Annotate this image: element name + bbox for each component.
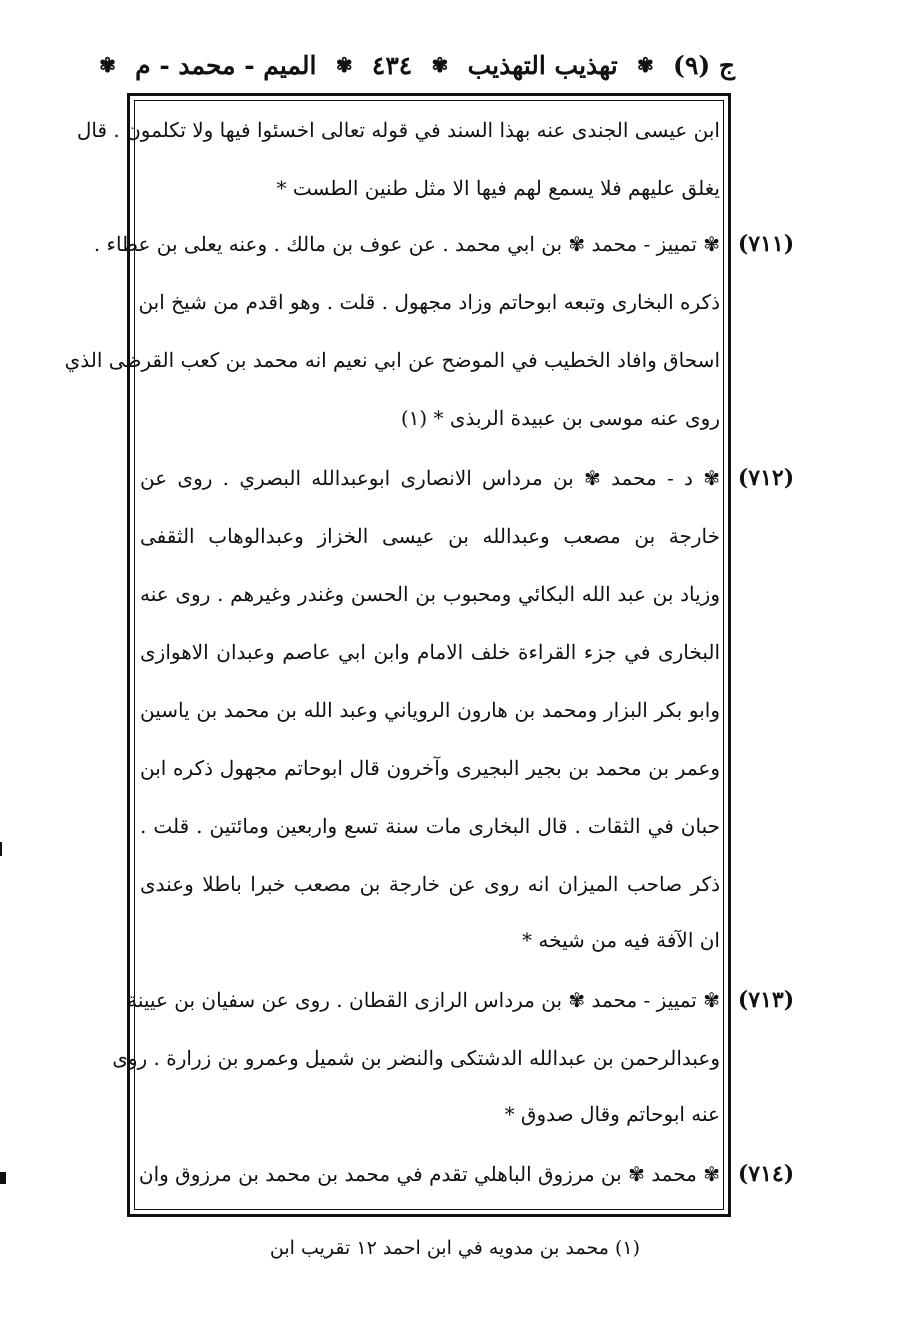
text-line: ذكر صاحب الميزان انه روى عن خارجة بن مصعب خبرا باطلا وعندى xyxy=(140,872,720,896)
text-line: روى عنه موسى بن عبيدة الربذى * (١) xyxy=(400,406,720,430)
ornament-icon: ✾ xyxy=(431,53,449,77)
text-line: البخارى في جزء القراءة خلف الامام وابن ابي عاصم وعبدان الاهوازى xyxy=(140,640,720,664)
text-line: وعبدالرحمن بن عبدالله الدشتكى والنضر بن شميل وعمرو بن زرارة . روى xyxy=(112,1046,720,1070)
text-line: ✾ تمييز - محمد ✾ بن ابي محمد . عن عوف بن مالك . وعنه يعلى بن عطاء . xyxy=(93,232,720,256)
text-line: وابو بكر البزار ومحمد بن هارون الروياني وعبد الله بن محمد بن ياسين xyxy=(140,698,720,722)
entry-number: (٧١٤) xyxy=(737,1161,795,1187)
header-volume: ج (٩) xyxy=(673,50,735,80)
footnote: (١) محمد بن مدويه في ابن احمد ١٢ تقريب ابن xyxy=(269,1237,640,1259)
scan-mark xyxy=(0,1172,6,1184)
text-line: ✾ محمد ✾ بن مرزوق الباهلي تقدم في محمد بن محمد بن مرزوق وان xyxy=(138,1162,720,1186)
entry-number: (٧١٣) xyxy=(737,987,795,1013)
text-line: اسحاق وافاد الخطيب في الموضح عن ابي نعيم انه محمد بن كعب القرظى الذي xyxy=(64,348,720,372)
ornament-icon: ✾ xyxy=(636,53,654,77)
text-line: حبان في الثقات . قال البخارى مات سنة تسع واربعين ومائتين . قلت . xyxy=(140,814,720,838)
text-line: عنه ابوحاتم وقال صدوق * xyxy=(504,1102,720,1126)
header-section: الميم - محمد - م xyxy=(135,50,317,80)
header-book-title: تهذيب التهذيب xyxy=(467,50,618,80)
text-line: ✾ تمييز - محمد ✾ بن مرداس الرازى القطان . روى عن سفيان بن عيينة xyxy=(127,988,720,1012)
text-line: ✾ د - محمد ✾ بن مرداس الانصارى ابوعبدالله البصري . روى عن xyxy=(140,466,720,490)
running-header xyxy=(95,40,735,90)
header-page-number: ٤٣٤ xyxy=(371,50,413,80)
ornament-icon: ✾ xyxy=(335,53,353,77)
text-line: ابن عيسى الجندى عنه بهذا السند في قوله تعالى اخسئوا فيها ولا تكلمون . قال xyxy=(76,118,720,142)
ornament-icon: ✾ xyxy=(99,53,116,77)
entry-number: (٧١١) xyxy=(737,231,795,257)
entry-number: (٧١٢) xyxy=(737,465,795,491)
text-line: ذكره البخارى وتبعه ابوحاتم وزاد مجهول . قلت . وهو اقدم من شيخ ابن xyxy=(138,290,720,314)
text-line: وزياد بن عبد الله البكائي ومحبوب بن الحسن وغندر وغيرهم . روى عنه xyxy=(140,582,720,606)
text-line: ان الآفة فيه من شيخه * xyxy=(522,928,720,952)
text-line: خارجة بن مصعب وعبدالله بن عيسى الخزاز وعبدالوهاب الثقفى xyxy=(140,524,720,548)
text-line: وعمر بن محمد بن بجير البجيرى وآخرون قال ابوحاتم مجهول ذكره ابن xyxy=(140,756,720,780)
text-line: يغلق عليهم فلا يسمع لهم فيها الا مثل طنين الطست * xyxy=(276,176,720,200)
scan-mark xyxy=(0,842,2,856)
